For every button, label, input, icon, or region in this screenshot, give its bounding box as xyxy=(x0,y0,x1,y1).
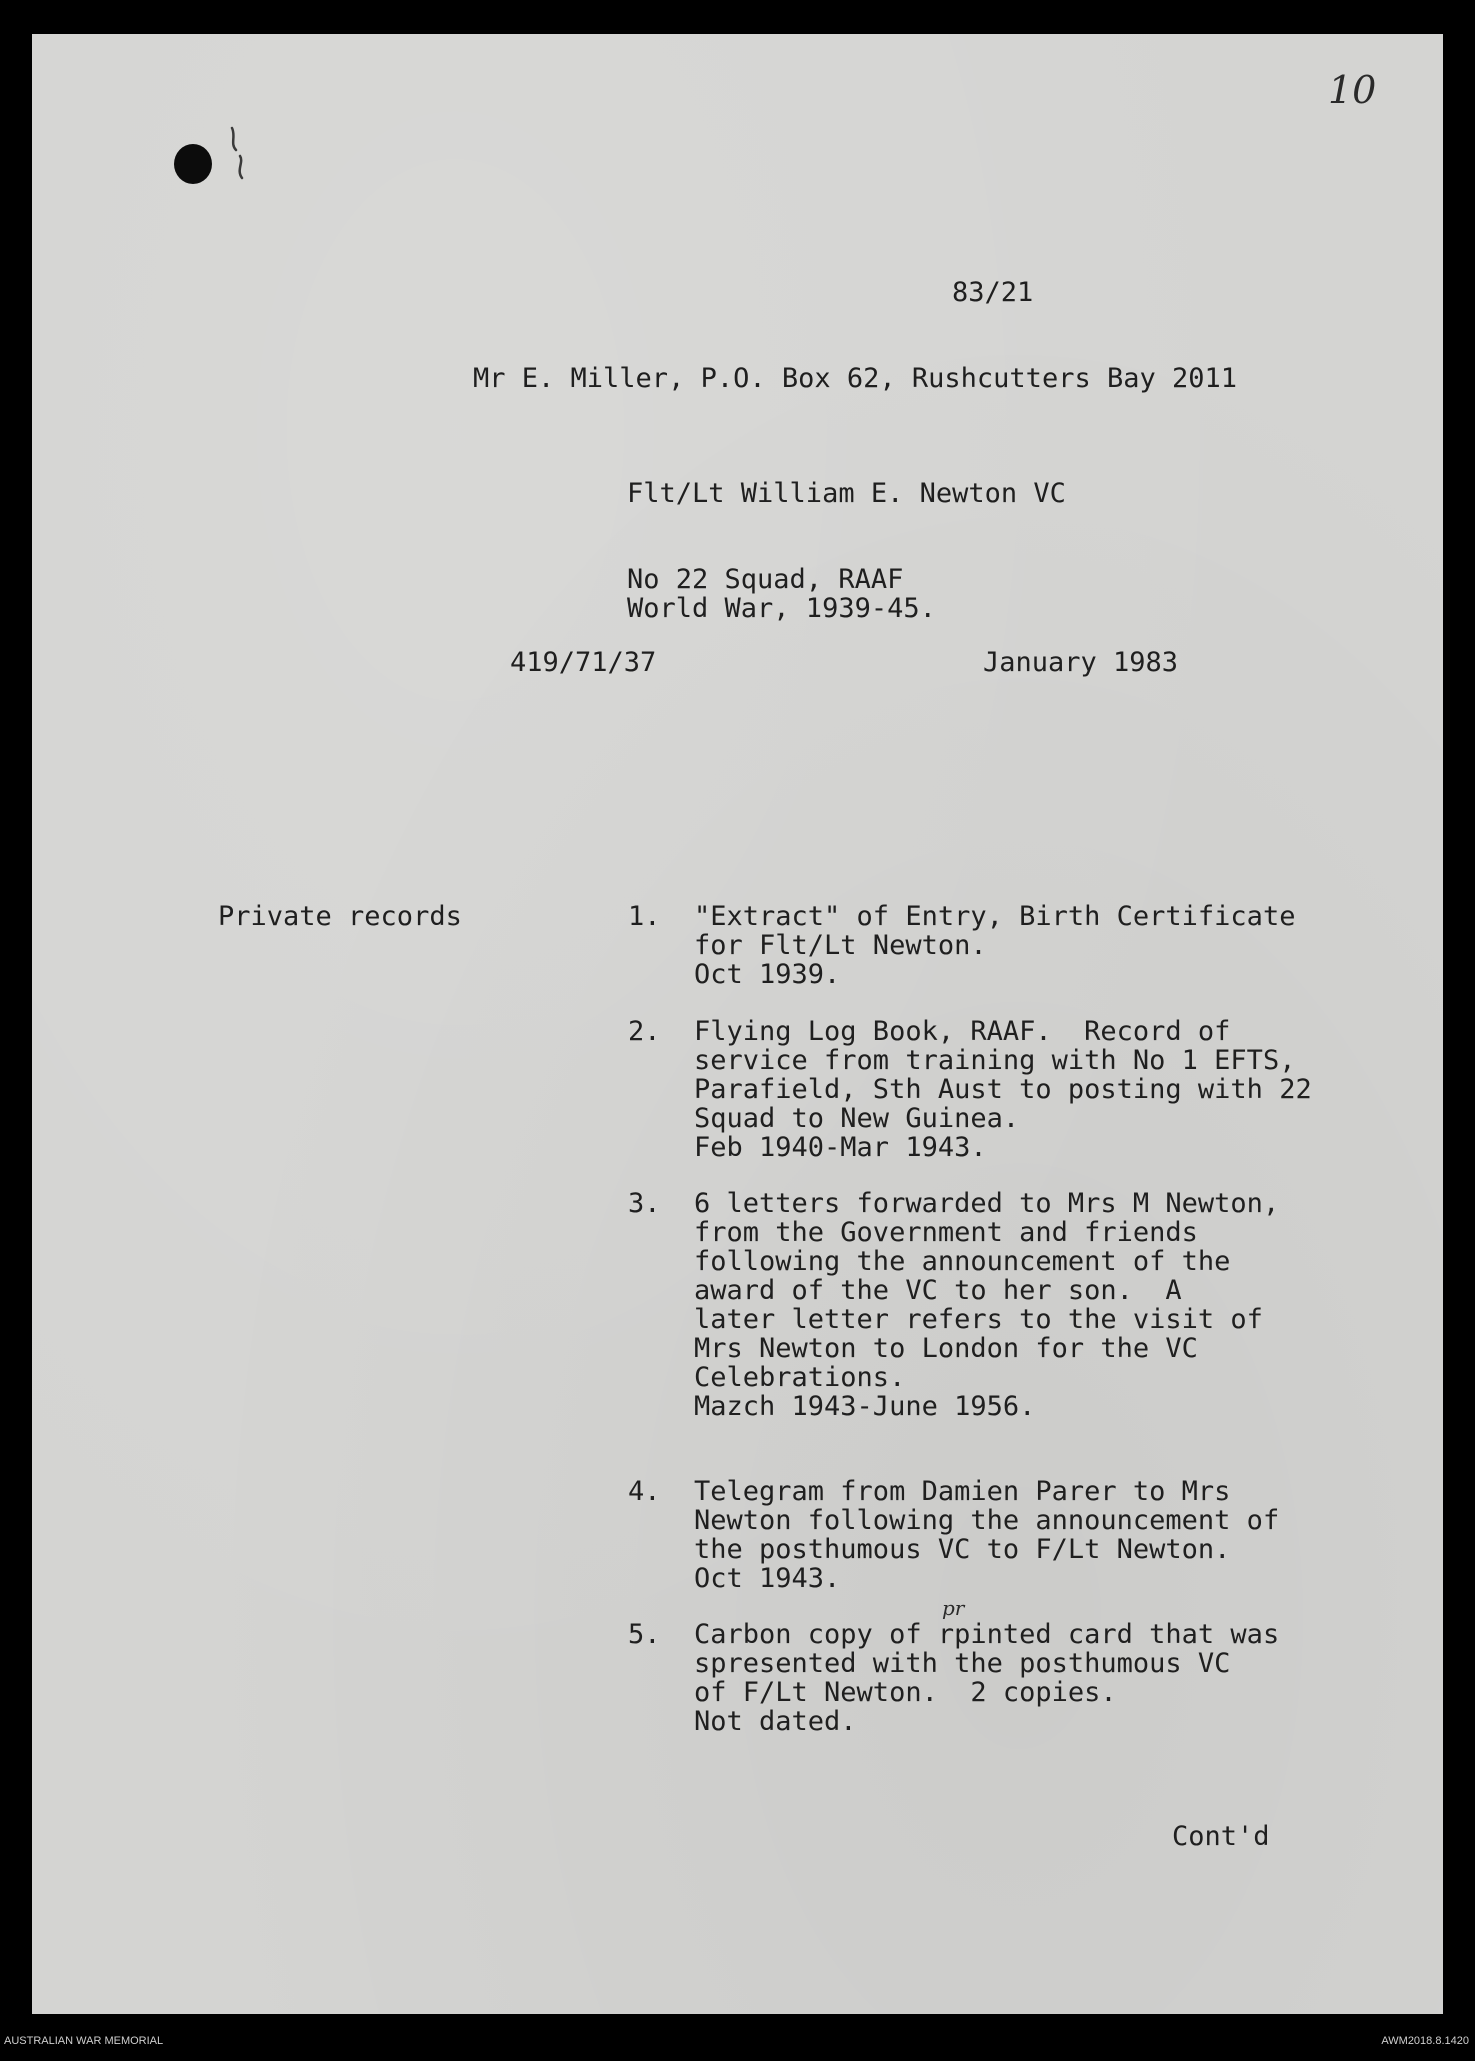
item-line: of F/Lt Newton. 2 copies. xyxy=(694,1677,1117,1708)
continued-marker: Cont'd xyxy=(1172,1821,1270,1852)
item-line: "Extract" of Entry, Birth Certificate xyxy=(694,901,1296,932)
item-line: following the announcement of the xyxy=(694,1246,1231,1277)
item-line: spresented with the posthumous VC xyxy=(694,1648,1231,1679)
item-line: Telegram from Damien Parer to Mrs xyxy=(694,1476,1231,1507)
category-label: Private records xyxy=(218,901,462,932)
item-line: later letter refers to the visit of xyxy=(694,1304,1263,1335)
item-number: 4. xyxy=(628,1476,661,1507)
item-line: Squad to New Guinea. xyxy=(694,1103,1020,1134)
item-line: award of the VC to her son. A xyxy=(694,1275,1182,1306)
item-line: Oct 1939. xyxy=(694,959,841,990)
item-number: 3. xyxy=(628,1188,661,1219)
item-number: 1. xyxy=(628,901,661,932)
item-line: Not dated. xyxy=(694,1706,857,1737)
item-line: the posthumous VC to F/Lt Newton. xyxy=(694,1534,1231,1565)
accession-number: 419/71/37 xyxy=(510,647,657,678)
item-line: Newton following the announcement of xyxy=(694,1505,1280,1536)
footer-accession: AWM2018.8.1420 xyxy=(1381,2035,1469,2047)
document-date: January 1983 xyxy=(983,647,1179,678)
handwritten-page-number: 10 xyxy=(1328,68,1377,112)
document-page xyxy=(32,34,1443,2014)
subject-war: World War, 1939-45. xyxy=(627,593,936,624)
footer-institution: AUSTRALIAN WAR MEMORIAL xyxy=(4,2035,164,2047)
punch-hole xyxy=(174,144,212,184)
handwritten-correction: pr xyxy=(942,1596,965,1620)
file-reference: 83/21 xyxy=(952,277,1034,308)
ink-smudge-icon xyxy=(222,116,262,196)
item-line: Parafield, Sth Aust to posting with 22 xyxy=(694,1074,1312,1105)
item-line: Carbon copy of rpinted card that was xyxy=(694,1619,1280,1650)
item-line: Celebrations. xyxy=(694,1362,906,1393)
item-line: Feb 1940-Mar 1943. xyxy=(694,1132,987,1163)
item-line: Mrs Newton to London for the VC xyxy=(694,1333,1198,1364)
item-line: 6 letters forwarded to Mrs M Newton, xyxy=(694,1188,1280,1219)
item-line: service from training with No 1 EFTS, xyxy=(694,1045,1296,1076)
item-number: 2. xyxy=(628,1016,661,1047)
item-line: Oct 1943. xyxy=(694,1563,841,1594)
item-line: Flying Log Book, RAAF. Record of xyxy=(694,1016,1231,1047)
subject-name: Flt/Lt William E. Newton VC xyxy=(627,478,1066,509)
subject-unit: No 22 Squad, RAAF xyxy=(627,564,904,595)
item-number: 5. xyxy=(628,1619,661,1650)
address-line: Mr E. Miller, P.O. Box 62, Rushcutters Bay 2011 xyxy=(473,363,1238,394)
item-line: from the Government and friends xyxy=(694,1217,1198,1248)
item-line: for Flt/Lt Newton. xyxy=(694,930,987,961)
item-line: Mazch 1943-June 1956. xyxy=(694,1391,1036,1422)
